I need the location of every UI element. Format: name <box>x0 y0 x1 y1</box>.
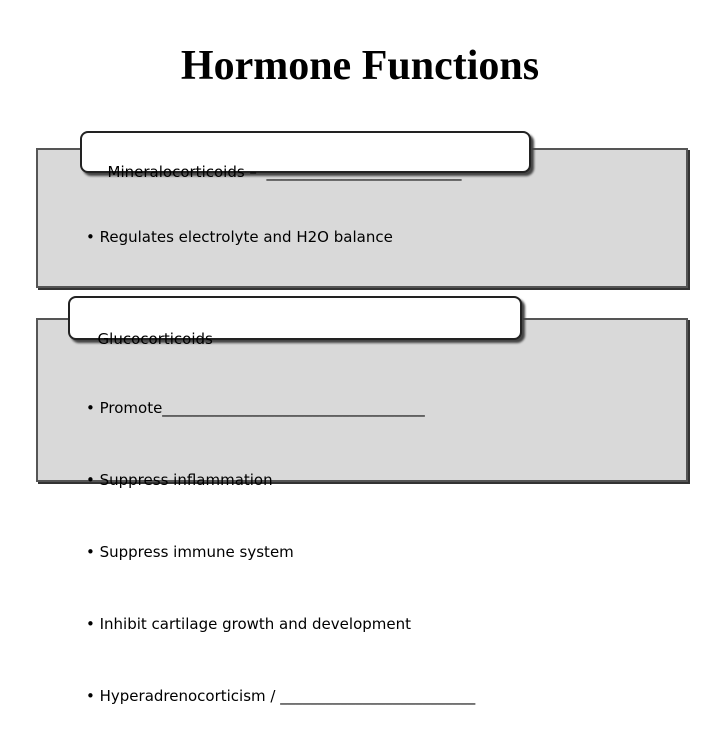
glucocorticoids-list <box>86 348 475 732</box>
list-item: • Suppress inflammation <box>86 471 273 489</box>
mineralocorticoids-label: Mineralocorticoids – __________________________ <box>107 163 462 181</box>
list-item: • Regulates electrolyte and H2O balance <box>86 228 393 246</box>
list-item: • Inhibit cartilage growth and development <box>86 615 411 633</box>
list-item: • Suppress immune system <box>86 543 294 561</box>
mineralocorticoids-tab <box>80 131 531 181</box>
glucocorticoids-tab <box>68 296 522 348</box>
glucocorticoids-label: Glucocorticoids <box>97 330 213 348</box>
page-title: Hormone Functions <box>180 43 540 89</box>
list-item: • Promote___________________________________ <box>86 399 425 417</box>
list-item: • Hyperadrenocorticism / __________________________ <box>86 687 476 705</box>
